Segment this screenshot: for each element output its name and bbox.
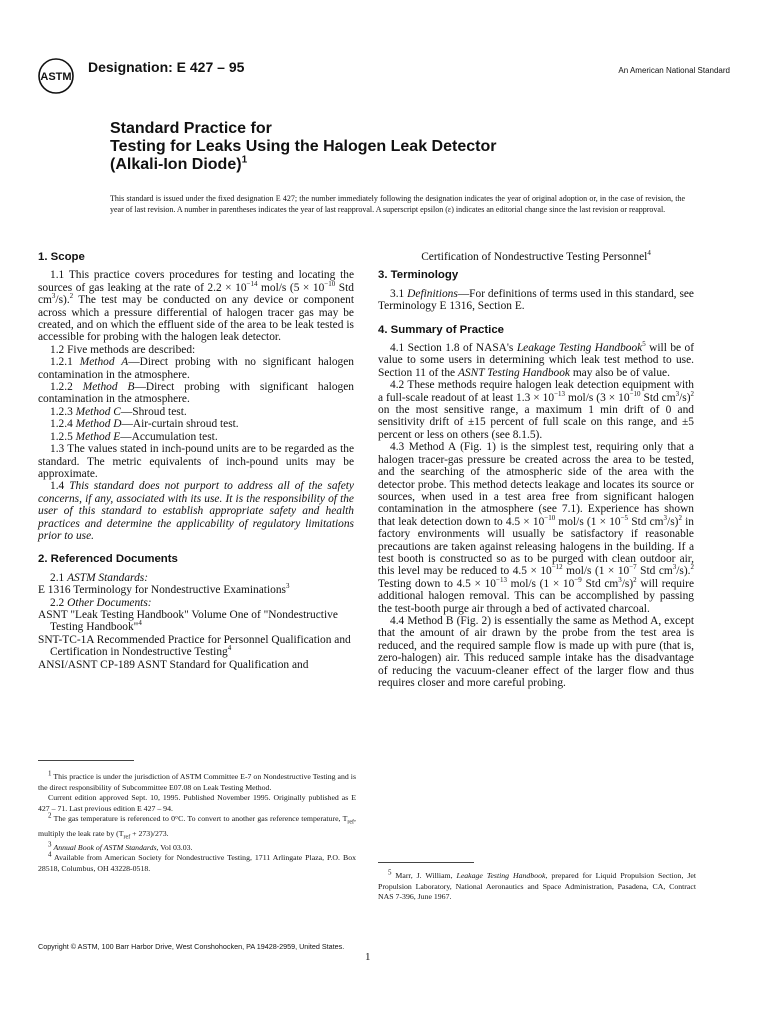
- paragraph-4-1: 4.1 Section 1.8 of NASA's Leakage Testing Handbook$^5$ will be of value to some users in determining which leak test method to use. Section 11 of the ASNT Testing Handbook may also be of value.: [378, 340, 694, 379]
- paragraph-4-4: 4.4 Method B (Fig. 2) is essentially the same as Method A, except that the amount of air drawn by the probe from the test area is reduced, and the required sample flow is made up with pure (that is, zero-halogen) air. This reduced sample intake has the disadvantage of reducing the vacuum-cleaner effect of the larger flow and thus requires closer and more careful probing.: [378, 614, 694, 689]
- footnote-1-edition: Current edition approved Sept. 10, 1995. Published November 1995. Originally published as E 427 – 71. Last previous edition E 427 – 94.: [38, 793, 356, 813]
- astm-logo: [37, 56, 75, 96]
- document-title: [110, 120, 496, 174]
- section-heading-summary: 4. Summary of Practice: [378, 323, 504, 336]
- section-heading-referenced-documents: 2. Referenced Documents: [38, 553, 178, 566]
- method-c: 1.2.3 Method C—Shroud test.: [50, 405, 187, 418]
- footnotes-left: [38, 769, 356, 874]
- paragraph-3-1: 3.1 Definitions—For definitions of terms used in this standard, see Terminology E 1316, Section E.: [378, 287, 694, 313]
- section-heading-terminology: 3. Terminology: [378, 269, 459, 282]
- method-b: 1.2.2 Method B—Direct probing with significant halogen contamination in the atmosphere.: [38, 381, 354, 406]
- paragraph-2-1: 2.1 ASTM Standards:: [50, 571, 148, 584]
- method-e: 1.2.5 Method E—Accumulation test.: [50, 430, 218, 443]
- footnote-3: $^3$ Annual Book of ASTM Standards, Vol 03.03.: [48, 840, 193, 852]
- title-line-2: Testing for Leaks Using the Halogen Leak Detector: [110, 138, 497, 155]
- paragraph-2-2: 2.2 Other Documents:: [50, 596, 152, 609]
- footnote-5: $^5$ Marr, J. William, Leakage Testing Handbook, prepared for Liquid Propulsion Section, Jet Propulsion Laboratory, National Aeronautics and Space Administration, Pasadena, CA, Contract NAS 7-396, June 1967.: [378, 868, 696, 902]
- title-line-1: Standard Practice for: [110, 120, 272, 137]
- right-column: [378, 251, 694, 689]
- method-d: 1.2.4 Method D—Air-curtain shroud test.: [50, 418, 239, 431]
- reference-snt-tc-1a: SNT-TC-1A Recommended Practice for Personnel Qualification and Certification in Nondestructive Testing$^4$: [38, 633, 351, 659]
- method-a: 1.2.1 Method A—Direct probing with no significant halogen contamination in the atmosphere.: [38, 356, 354, 381]
- footnote-4: $^4$ Available from American Society for Nondestructive Testing, 1711 Arlingate Plaza, P.O. Box 28518, Columbus, OH 43228-0518.: [38, 850, 356, 873]
- copyright-notice: Copyright © ASTM, 100 Barr Harbor Drive, West Conshohocken, PA 19428-2959, United States.: [38, 942, 345, 951]
- reference-cp-189: ANSI/ASNT CP-189 ASNT Standard for Qualification and: [38, 658, 309, 671]
- national-standard-label: An American National Standard: [618, 66, 730, 75]
- paragraph-1-1: 1.1 This practice covers procedures for testing and locating the sources of gas leaking at the rate of $2.2 \times 10^{-14}$ mol/s ($5 \times 10^{-10}$ Std $cm^3/s).^2$ The test may be conducted on any device or component across which a pressure differential of halogen tracer gas may be created, and on which the effluent side of the area to be leak tested is accessible for probing with the halogen leak detector.: [38, 269, 354, 344]
- page-number: 1: [365, 951, 371, 963]
- footnote-2: $^2$ The gas temperature is referenced to 0°C. To convert to another gas reference temperature, $T_{ref}$, multiply the leak rate by $(T_{ref} + 273)/273$.: [38, 811, 356, 841]
- paragraph-4-2: 4.2 These methods require halogen leak detection equipment with a full-scale readout of at least $1.3 \times 10^{-13}$ mol/s ($3 \times 10^{-10}$ Std $cm^3/s)^2$ on the most sensitive range, a maximum 1 min drift of 0 and sensitivity drift of ±15 percent of full scale on this range, and ±5 percent or less on others (see 8.1.5).: [378, 379, 694, 441]
- footnote-rule-right: [378, 862, 474, 863]
- reference-e1316: E 1316 Terminology for Nondestructive Examinations$^3$: [38, 582, 290, 597]
- paragraph-4-3: 4.3 Method A (Fig. 1) is the simplest test, requiring only that a halogen tracer-gas pressure be created across the area to be tested, and the searching of the atmospheric side of the area with the detector probe. This method detects leakage and locates its source or sources, when used in a test area free from significant halogen contamination in the atmosphere (see 7.1). Experience has shown that leak detection down to $4.5 \times 10^{-10}$ mol/s ($1 \times 10^{-5}$ Std $cm^3/s)^2$ in factory environments will usually be satisfactory if reasonable precautions are taken against releasing halogens in the building. If a test booth is constructed so as to be purged with clean outdoor air, this level may be reduced to $4.5 \times 10^{-12}$ mol/s ($1 \times 10^{-7}$ Std $cm^3/s).^2$ Testing down to $4.5 \times 10^{-13}$ mol/s ($1 \times 10^{-9}$ Std $cm^3/s)^2$ will require additional halogen removal. This can be accomplished by passing the test-booth purge air through a bed of activated charcoal.: [378, 441, 695, 615]
- designation: Designation: E 427 – 95: [88, 59, 245, 75]
- svg-text:ASTM: ASTM: [40, 71, 72, 83]
- standard-issue-note: This standard is issued under the fixed designation E 427; the number immediately following the designation indicates the year of original adoption or, in the case of revision, the year of last revision. A number in parentheses indicates the year of last reapproval. A superscript epsilon (ε) indicates an editorial change since the last revision or reapproval.: [110, 194, 685, 215]
- footnote-1: $^1$ This practice is under the jurisdiction of ASTM Committee E-7 on Nondestructive Testing and is the direct responsibility of Subcommittee E07.08 on Leak Testing Method.: [38, 769, 356, 792]
- footnotes-right: [378, 868, 696, 903]
- reference-cp-189-continued: Certification of Nondestructive Testing Personnel$^4$: [421, 249, 651, 263]
- paragraph-1-2: 1.2 Five methods are described:: [50, 343, 196, 356]
- section-heading-scope: 1. Scope: [38, 251, 85, 263]
- left-column: [38, 251, 354, 671]
- reference-asnt-handbook: ASNT "Leak Testing Handbook" Volume One of "Nondestructive Testing Handbook"$^4$: [38, 608, 338, 634]
- paragraph-1-3: 1.3 The values stated in inch-pound units are to be regarded as the standard. The metric equivalents of inch-pound units may be approximate.: [38, 443, 354, 480]
- paragraph-1-4: 1.4 This standard does not purport to address all of the safety concerns, if any, associated with its use. It is the responsibility of the user of this standard to establish appropriate safety and health practices and determine the applicability of regulatory limitations prior to use.: [38, 480, 354, 542]
- footnote-rule-left: [38, 760, 134, 761]
- title-line-3: (Alkali-Ion Diode)$^1$: [110, 154, 248, 173]
